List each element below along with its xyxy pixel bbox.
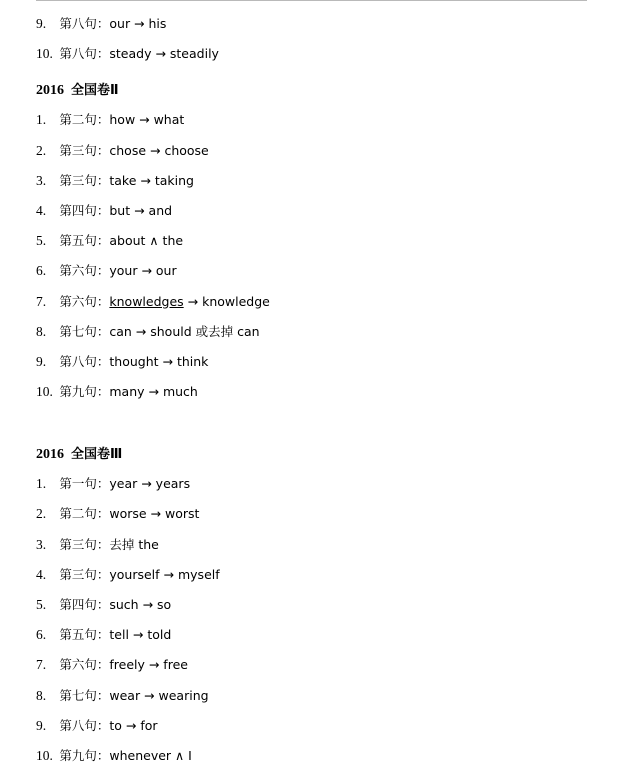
list-item-text: 第五句：about ∧ the (59, 233, 184, 249)
list-item-number: 4. (36, 202, 47, 218)
list-item (36, 620, 587, 650)
list-item-number: 9. (36, 717, 47, 733)
list-item (36, 136, 587, 166)
list-item (36, 9, 587, 39)
list-item (36, 469, 587, 499)
list-item (36, 287, 587, 317)
list-item-text: 第八句：our → his (59, 16, 167, 31)
list-item-text: 第二句：how → what (59, 112, 185, 128)
section-heading (36, 433, 587, 469)
answer-key-list (36, 9, 587, 771)
list-item-number: 3. (36, 172, 47, 188)
list-item-number: 8. (36, 687, 47, 703)
list-item (36, 741, 587, 771)
list-item (36, 377, 587, 407)
list-item (36, 166, 587, 196)
list-item-text: 第四句：such → so (59, 597, 172, 612)
list-item-number: 10. (36, 747, 53, 763)
list-item-number: 7. (36, 657, 47, 673)
list-item (36, 347, 587, 377)
underlined-word: knowledges (109, 293, 184, 309)
list-item-text: 第三句：yourself → myself (59, 566, 220, 582)
list-item-text: 第七句：wear → wearing (59, 687, 209, 703)
list-item-number: 1. (36, 476, 47, 492)
list-item-number: 5. (36, 597, 47, 612)
list-item-number: 4. (36, 566, 47, 582)
list-item-text: 第五句：tell → told (59, 627, 172, 643)
list-item-number: 7. (36, 293, 47, 309)
list-item-text: 第九句：whenever ∧ I (59, 747, 192, 763)
list-item-text: 第九句：many → much (59, 384, 198, 400)
list-item-number: 6. (36, 627, 47, 643)
list-item-number: 8. (36, 323, 47, 339)
top-spacer (36, 1, 587, 9)
list-item-text: 第三句：去掉 the (59, 536, 159, 552)
list-item-text: 第六句：your → our (59, 263, 177, 279)
list-item-text: 第三句：chose → choose (59, 142, 209, 158)
section-heading-title: 全国卷Ⅲ (71, 447, 123, 463)
list-item (36, 711, 587, 741)
list-item-number: 10. (36, 384, 53, 400)
list-item (36, 650, 587, 680)
list-item-number: 6. (36, 263, 47, 279)
list-item (36, 196, 587, 226)
list-item (36, 317, 587, 347)
list-item-number: 10. (36, 46, 53, 62)
section-heading-title: 全国卷Ⅱ (71, 83, 119, 99)
list-item-text: 第七句：can → should 或去掉 can (59, 323, 260, 339)
section-heading (36, 69, 587, 105)
section-heading-year: 2016 (36, 83, 64, 99)
list-item (36, 226, 587, 256)
list-item (36, 499, 587, 529)
list-item-number: 1. (36, 112, 47, 128)
list-item (36, 530, 587, 560)
section-gap (36, 407, 587, 433)
section-heading-year: 2016 (36, 447, 64, 463)
list-item (36, 590, 587, 620)
list-item (36, 105, 587, 135)
list-item-text: 第八句：steady → steadily (59, 46, 219, 62)
list-item (36, 256, 587, 286)
list-item-number: 5. (36, 233, 47, 249)
list-item (36, 39, 587, 69)
list-item-text: 第四句：but → and (59, 202, 173, 218)
list-item-text: 第三句：take → taking (59, 172, 194, 188)
list-item (36, 560, 587, 590)
list-item-text: 第二句：worse → worst (59, 506, 200, 522)
list-item-number: 2. (36, 506, 47, 522)
list-item-text: 第八句：to → for (59, 717, 158, 733)
list-item-number: 2. (36, 142, 47, 158)
list-item-text: 第六句：freely → free (59, 657, 188, 673)
list-item-text: 第一句：year → years (59, 476, 191, 492)
list-item-number: 9. (36, 353, 47, 369)
list-item-number: 9. (36, 16, 47, 31)
list-item-number: 3. (36, 536, 47, 552)
list-item-text: 第八句：thought → think (59, 353, 209, 369)
list-item-text: 第六句：knowledges → knowledge (59, 293, 270, 309)
list-item (36, 681, 587, 711)
